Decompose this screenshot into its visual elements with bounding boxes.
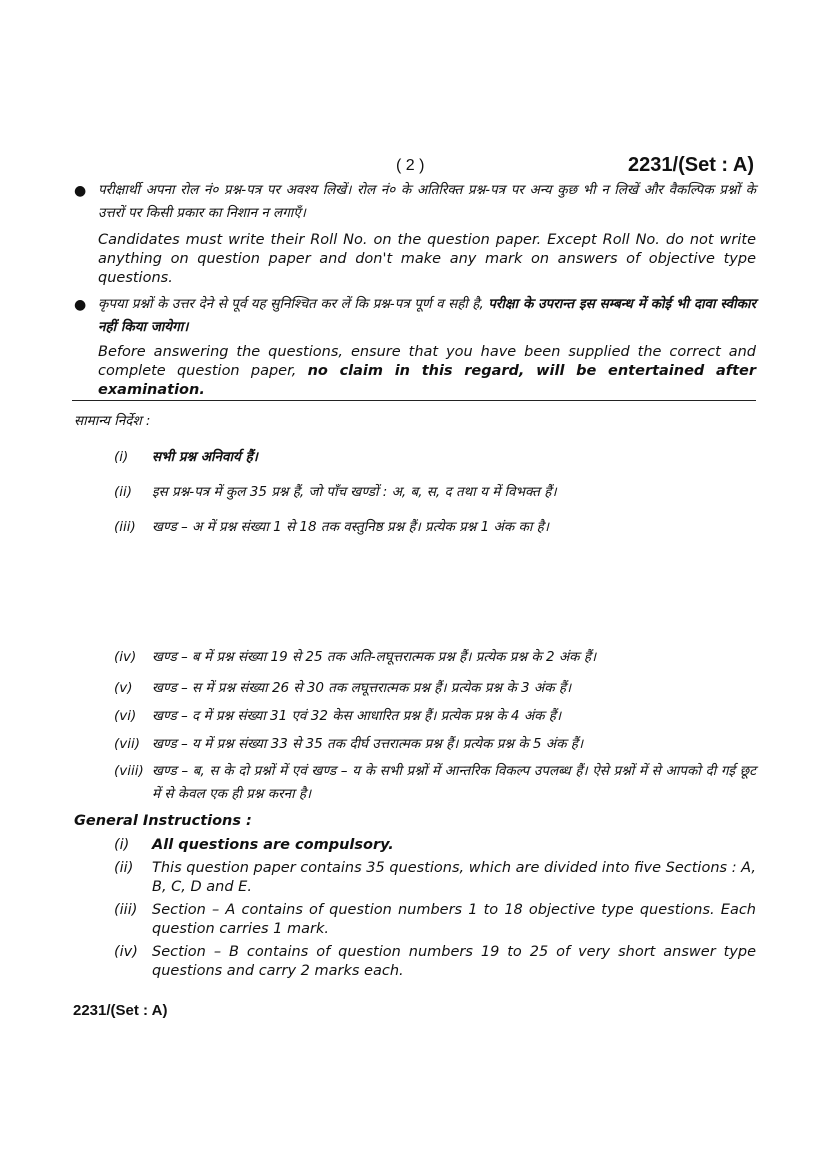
paper-code-footer: 2231/(Set : A): [73, 1002, 168, 1019]
hindi-instruction-v: (v) खण्ड – स में प्रश्न संख्या 26 से 30 तक लघूत्तरात्मक प्रश्न हैं। प्रत्येक प्रश्न के 3 अंक हैं।: [114, 680, 572, 696]
general-instruction-iii: (iii) Section – A contains of question numbers 1 to 18 objective type questions. Each question carries 1 mark.: [114, 902, 756, 937]
paper-code-header: 2231/(Set : A): [628, 154, 754, 176]
hindi-instructions-heading: सामान्य निर्देश :: [74, 413, 151, 429]
hindi-instruction-vii: (vii) खण्ड – य में प्रश्न संख्या 33 से 35 तक दीर्घ उत्तरात्मक प्रश्न हैं। प्रत्येक प्रश्न के 5 अंक हैं।: [114, 736, 584, 752]
note-1-hindi: परीक्षार्थी अपना रोल नं० प्रश्न-पत्र पर अवश्य लिखें। रोल नं० के अतिरिक्त प्रश्न-पत्र पर अन्य कुछ भी न लिखें और वैकल्पिक प्रश्नों के उत्तरों पर किसी प्रकार का निशान न लगाएँ।: [98, 182, 756, 221]
general-instruction-i: (i) All questions are compulsory.: [114, 837, 394, 853]
bullet-icon: ●: [74, 297, 87, 313]
general-instruction-iv: (iv) Section – B contains of question numbers 19 to 25 of very short answer type questions and carry 2 marks each.: [114, 944, 756, 979]
hindi-instruction-viii: (viii) खण्ड – ब, स के दो प्रश्नों में एवं खण्ड – य के सभी प्रश्नों में आन्तरिक विकल्प उपलब्ध हैं। ऐसे प्रश्नों में से आपको दी गई छूट में से केवल एक ही प्रश्न करना है।: [114, 763, 756, 802]
page-number: ( 2 ): [396, 157, 425, 174]
note-2-hindi-bold: परीक्षा के उपरान्त इस सम्बन्ध में कोई भी दावा स्वीकार नहीं किया जायेगा।: [98, 296, 756, 335]
hindi-instruction-ii: (ii) इस प्रश्न-पत्र में कुल 35 प्रश्न हैं, जो पाँच खण्डों : अ, ब, स, द तथा य में विभक्त हैं।: [114, 484, 557, 500]
hindi-instruction-i: (i) सभी प्रश्न अनिवार्य हैं।: [114, 449, 258, 465]
hindi-instruction-vi: (vi) खण्ड – द में प्रश्न संख्या 31 एवं 32 केस आधारित प्रश्न हैं। प्रत्येक प्रश्न के 4 अंक हैं।: [114, 708, 562, 724]
hindi-instruction-iii: (iii) खण्ड – अ में प्रश्न संख्या 1 से 18 तक वस्तुनिष्ठ प्रश्न हैं। प्रत्येक प्रश्न 1 अंक का है।: [114, 519, 549, 535]
bullet-icon: ●: [74, 183, 87, 199]
note-2-english-bold: no claim in this regard, will be entertained after examination.: [98, 363, 757, 398]
note-2-hindi: कृपया प्रश्नों के उत्तर देने से पूर्व यह सुनिश्चित कर लें कि प्रश्न-पत्र पूर्ण व सही है, परीक्षा के उपरान्त इस सम्बन्ध में कोई भी दावा स्वीकार नहीं किया जायेगा।: [98, 296, 756, 335]
hindi-instruction-iv: (iv) खण्ड – ब में प्रश्न संख्या 19 से 25 तक अति-लघूत्तरात्मक प्रश्न हैं। प्रत्येक प्रश्न के 2 अंक हैं।: [114, 649, 597, 665]
general-instruction-ii: (ii) This question paper contains 35 questions, which are divided into five Sections : A, B, C, D and E.: [114, 860, 756, 895]
note-2-english: Before answering the questions, ensure that you have been supplied the correct and complete question paper, no claim in this regard, will be entertained after examination.: [98, 344, 757, 398]
general-instructions-heading: General Instructions :: [74, 813, 252, 829]
note-1-english: Candidates must write their Roll No. on the question paper. Except Roll No. do not write anything on question paper and don't make any mark on answers of objective type questions.: [98, 232, 756, 286]
divider: [72, 400, 756, 401]
